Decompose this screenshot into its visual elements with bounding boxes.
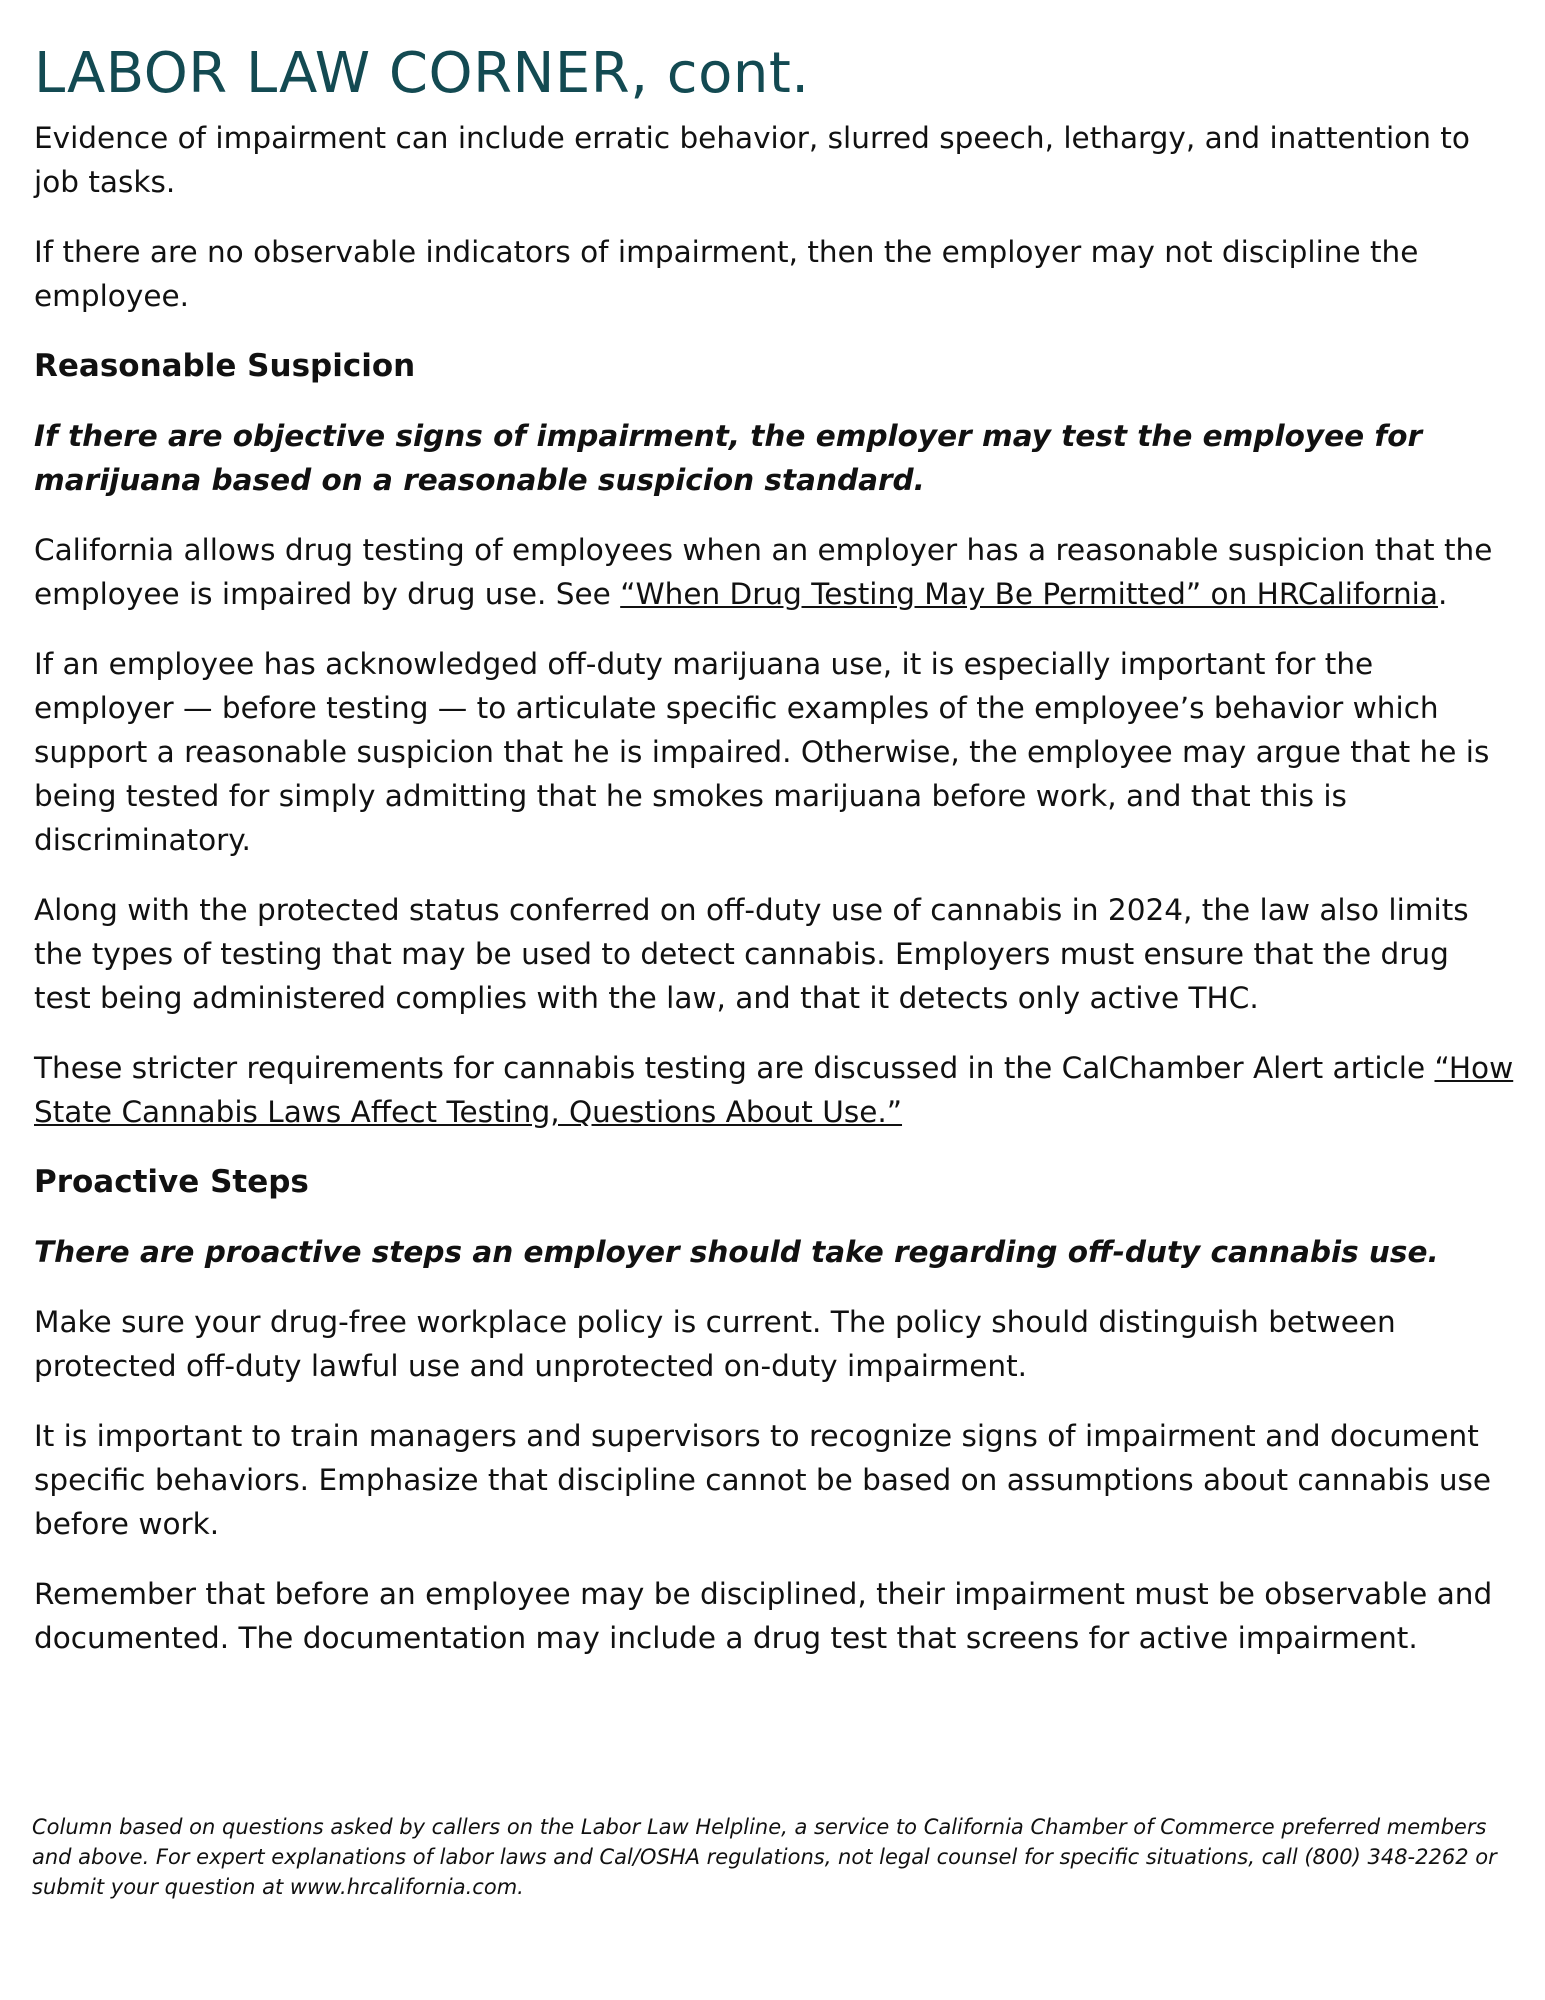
footnote: Column based on questions asked by callers on the Labor Law Helpline, a service to California Chamber of Commerce preferred members and above. For expert explanations of labor laws and Cal/OSHA regulations, not legal counsel for specific situations, call (800) 348-2262 or submit your question at www.hrcalifornia.com.: [32, 1815, 1497, 1899]
section-heading-reasonable-suspicion: Reasonable Suspicion: [34, 348, 416, 384]
proactive-steps-paragraph-2: It is important to train managers and supervisors to recognize signs of impairment and document specific behaviors. Emphasize that discipline cannot be based on assumptions about cannabis use before work.: [34, 1419, 1492, 1541]
article: [34, 40, 1514, 1686]
reasonable-suspicion-paragraph-4: [34, 1046, 1514, 1134]
reasonable-suspicion-lead: If there are objective signs of impairment, the employer may test the employee for marijuana based on a reasonable suspicion standard.: [34, 419, 1423, 497]
reasonable-suspicion-paragraph-1: [34, 528, 1514, 616]
drug-testing-permitted-link[interactable]: “When Drug Testing May Be Permitted” on HRCalifornia: [620, 577, 1438, 611]
paragraph-text: .: [1437, 577, 1448, 611]
paragraph-text: California allows drug testing of employees when an employer has a reasonable suspicion that the employee is impaired by drug use. See: [34, 533, 1493, 611]
section-heading-proactive-steps: Proactive Steps: [34, 1164, 309, 1200]
proactive-steps-paragraph-3: Remember that before an employee may be disciplined, their impairment must be observable and documented. The documentation may include a drug test that screens for active impairment.: [34, 1577, 1493, 1655]
reasonable-suspicion-paragraph-3: Along with the protected status conferred on off-duty use of cannabis in 2024, the law also limits the types of testing that may be used to detect cannabis. Employers must ensure that the drug test being administered complies with the law, and that it detects only active THC.: [34, 893, 1469, 1015]
paragraph-text: These stricter requirements for cannabis testing are discussed in the CalChamber Alert article: [34, 1051, 1435, 1085]
page-title: LABOR LAW CORNER, cont.: [34, 41, 810, 106]
proactive-steps-paragraph-1: Make sure your drug-free workplace policy is current. The policy should distinguish between protected off-duty lawful use and unprotected on-duty impairment.: [34, 1305, 1396, 1383]
intro-paragraph-2: If there are no observable indicators of impairment, then the employer may not discipline the employee.: [34, 235, 1419, 313]
cannabis-laws-article-link[interactable]: “How State Cannabis Laws Affect Testing, Questions About Use.”: [34, 1051, 1514, 1129]
reasonable-suspicion-paragraph-2: If an employee has acknowledged off-duty marijuana use, it is especially important for the employer — before testing — to articulate specific examples of the employee’s behavior which support a reasonable suspicion that he is impaired. Otherwise, the employee may argue that he is being tested for simply admitting that he smokes marijuana before work, and that this is discriminatory.: [34, 647, 1490, 857]
intro-paragraph-1: Evidence of impairment can include erratic behavior, slurred speech, lethargy, and inattention to job tasks.: [34, 121, 1470, 199]
proactive-steps-lead: There are proactive steps an employer should take regarding off-duty cannabis use.: [34, 1235, 1439, 1269]
